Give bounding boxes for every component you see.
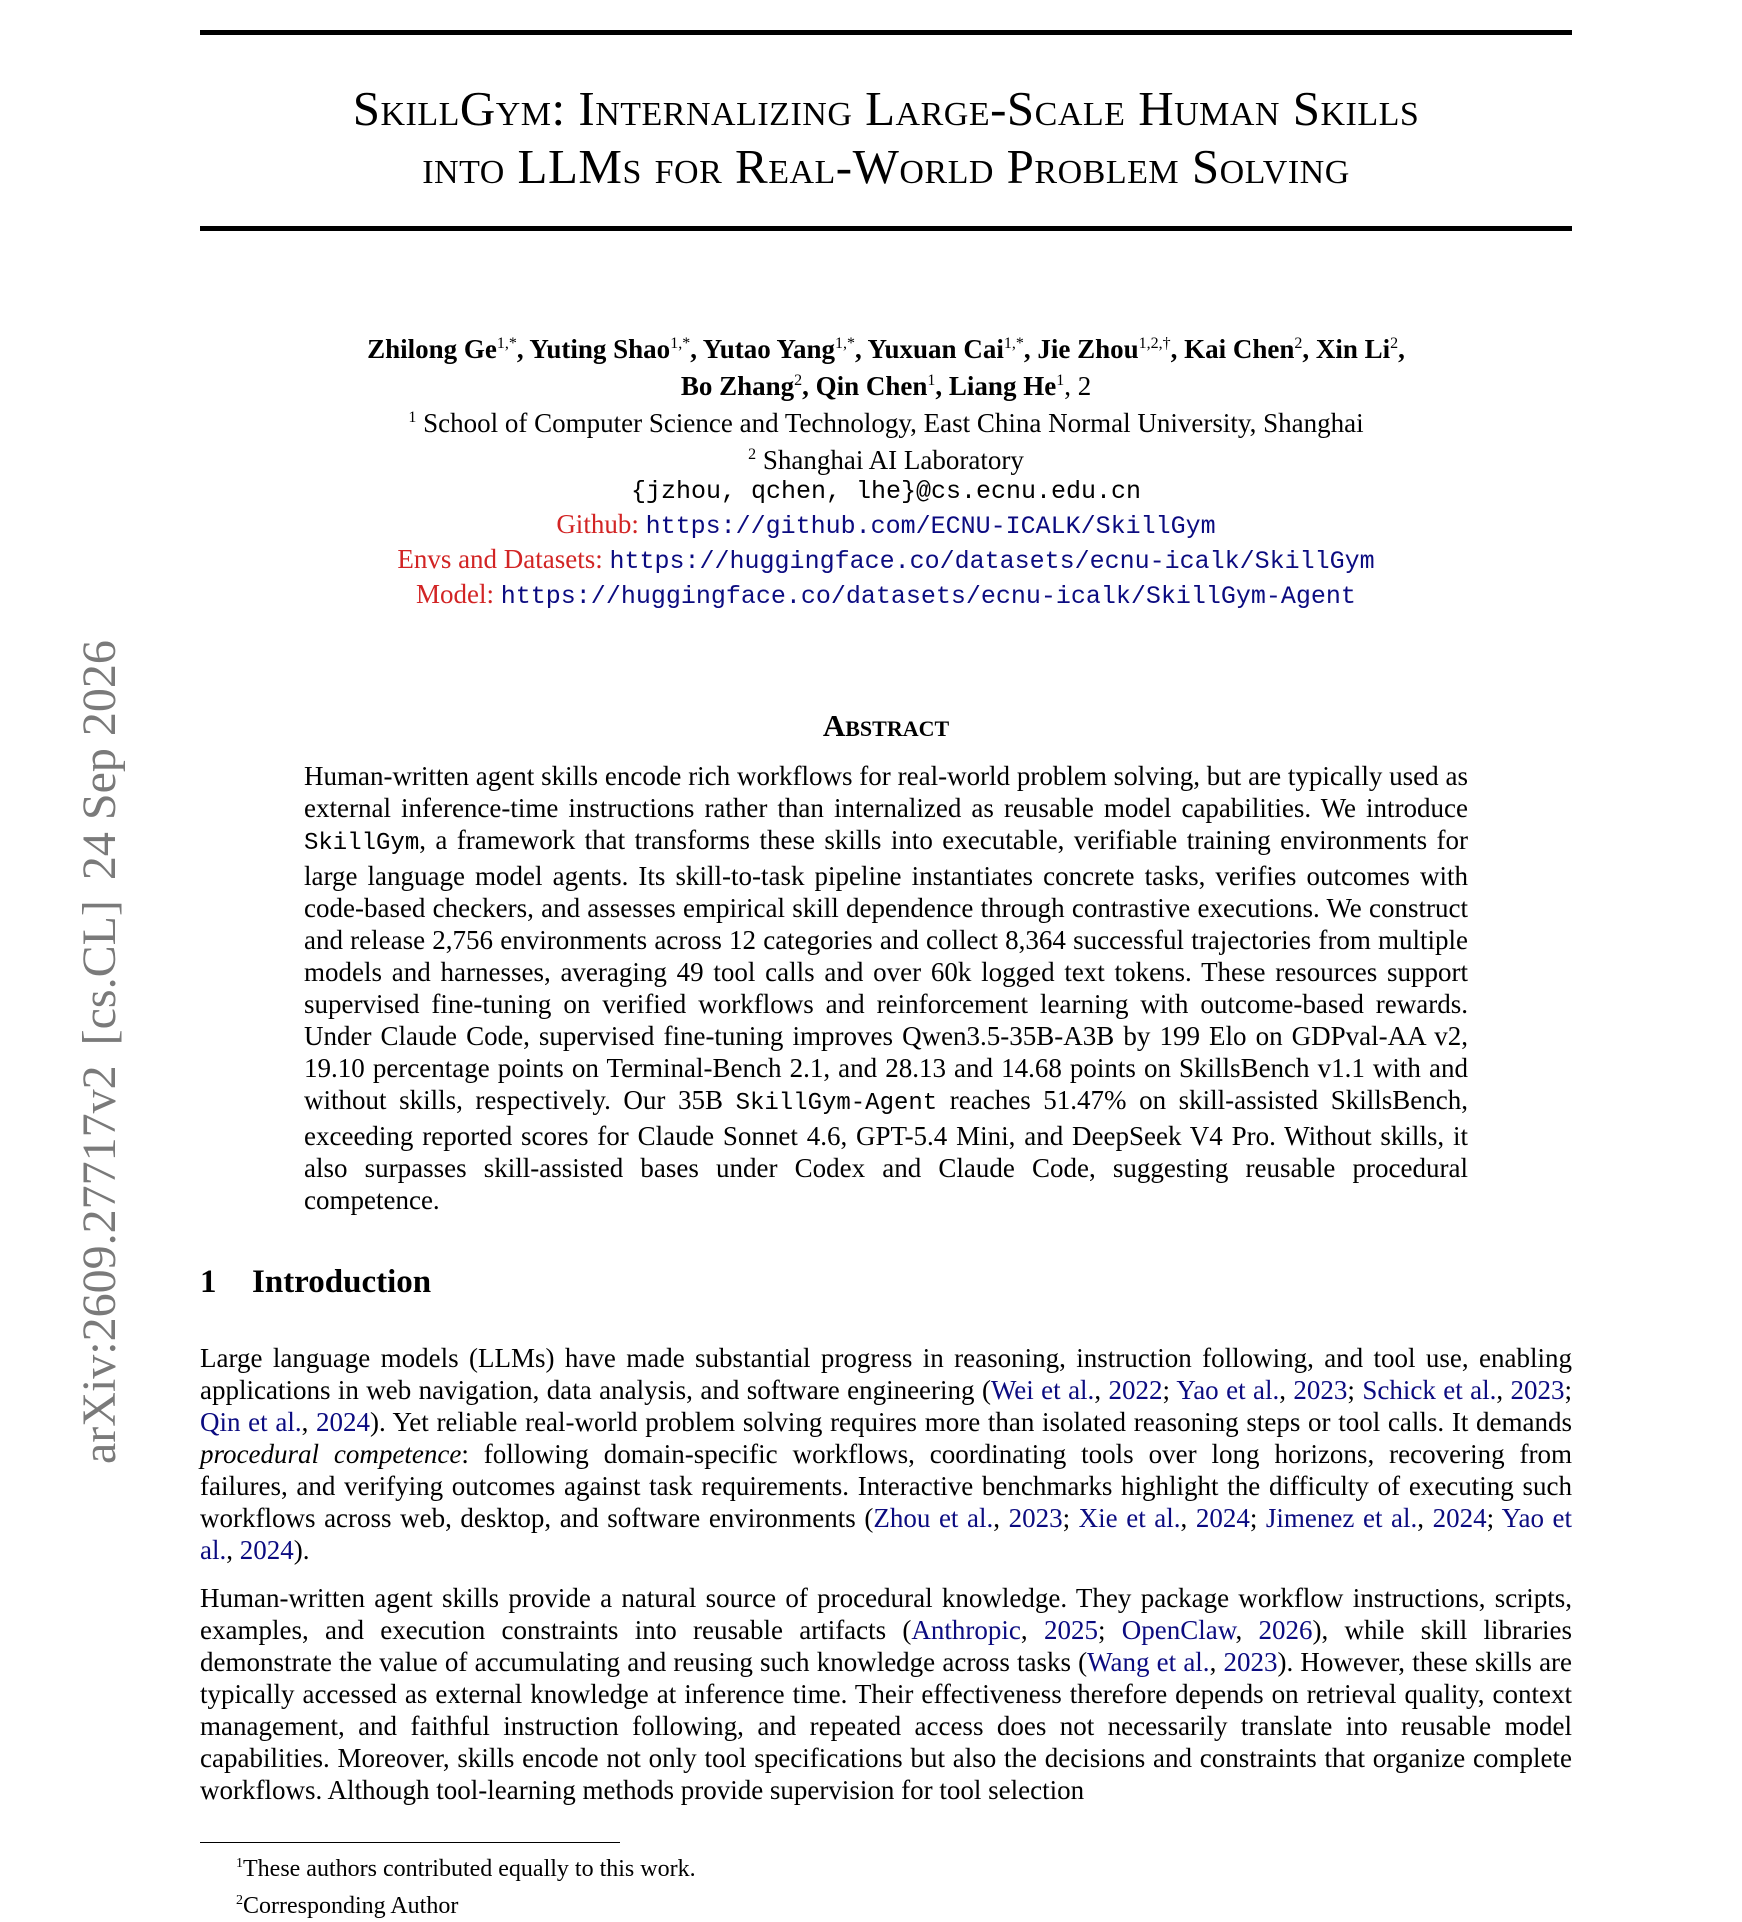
author-affiliation-mark: 1,* xyxy=(835,335,855,352)
author-affiliation-mark: 1,* xyxy=(496,335,517,352)
author-affiliation-mark: 1 xyxy=(1056,372,1065,389)
arxiv-date: 24 Sep 2026 xyxy=(73,640,126,881)
paragraph-text: ). Yet reliable real-world problem solving requires more than isolated reasoning steps or tool calls. It demands xyxy=(370,1407,1572,1437)
abstract-heading: Abstract xyxy=(822,708,950,743)
citation-year-link[interactable]: 2024 xyxy=(316,1407,371,1437)
citation-year-link[interactable]: 2023 xyxy=(1008,1503,1063,1533)
author-affiliation-mark: 1,2,† xyxy=(1138,335,1171,352)
abstract-sentence: Human-written agent skills encode rich workflows for real-world problem solving, but are typically used as external inference-time instructions rather than internalized as reusable model capabilities. We introduce xyxy=(304,761,1468,823)
title-top-rule xyxy=(200,30,1572,35)
code-skillgym-agent: SkillGym-Agent xyxy=(735,1090,938,1117)
author-trailing: , 2 xyxy=(1064,371,1092,401)
intro-paragraph-1: Large language models (LLMs) have made substantial progress in reasoning, instruction following, and tool use, enabling applications in web navigation, data analysis, and software engineering (Wei et al., 2022; Yao et al., 2023; Schick et al., 2023; Qin et al., 2024). Yet reliable real-world problem solving requires more than isolated reasoning steps or tool calls. It demands procedural competence: following domain-specific workflows, coordinating tools over long horizons, recovering from failures, and verifying outcomes against task requirements. Interactive benchmarks highlight the difficulty of executing such workflows across web, desktop, and software environments (Zhou et al., 2023; Xie et al., 2024; Jimenez et al., 2024; Yao et al., 2024). xyxy=(200,1343,1573,1565)
author-affiliation-mark: 2 xyxy=(1390,335,1399,352)
footnote-rule xyxy=(200,1842,620,1843)
affiliation-1 xyxy=(200,402,1572,439)
model-link[interactable]: https://huggingface.co/datasets/ecnu-icalk/SkillGym-Agent xyxy=(500,582,1356,611)
citation-link[interactable]: Wang et al. xyxy=(1087,1647,1210,1677)
citation-link[interactable]: Schick et al. xyxy=(1362,1375,1497,1405)
footnote-text: Corresponding Author xyxy=(243,1893,459,1919)
arxiv-category: [cs.CL] xyxy=(73,900,126,1046)
footnote-mark: 1 xyxy=(236,1856,243,1871)
code-skillgym: SkillGym xyxy=(304,830,420,857)
citation-year-link[interactable]: 2023 xyxy=(1510,1375,1565,1405)
author-affiliation-mark: 2 xyxy=(794,372,803,389)
citation-year-link[interactable]: 2022 xyxy=(1108,1375,1163,1405)
datasets-link-line xyxy=(200,543,1572,578)
citation-year-link[interactable]: 2025 xyxy=(1043,1615,1098,1645)
citation-year-link[interactable]: 2024 xyxy=(1195,1503,1250,1533)
author-name: Liang He xyxy=(948,371,1057,401)
footnote-text: These authors contributed equally to this work. xyxy=(243,1856,696,1882)
paragraph-text: : following domain-specific workflows, coordinating tools over long horizons, recovering from failures, and verifying outcomes against task requirements. Interactive benchmarks highlight the difficulty of executing such workflows across web, desktop, and software environments ( xyxy=(200,1439,1572,1533)
arxiv-id: arXiv:2609.27717v2 xyxy=(73,1065,126,1464)
citation-link[interactable]: Jimenez et al. xyxy=(1265,1503,1418,1533)
datasets-label: Envs and Datasets: xyxy=(397,544,603,574)
paragraph-text: ), while skill libraries demonstrate the value of accumulating and reusing such knowledge across tasks ( xyxy=(200,1615,1572,1677)
abstract-sentence: reaches 51.47% on skill-assisted SkillsBench, exceeding reported scores for Claude Sonnet 4.6, GPT-5.4 Mini, and DeepSeek V4 Pro. Without skills, it also surpasses skill-assisted bases under Codex and Claude Code, suggesting reusable procedural competence. xyxy=(304,1085,1468,1215)
citation-link[interactable]: Yao et al. xyxy=(1176,1375,1280,1405)
affiliation-text: School of Computer Science and Technology, East China Normal University, Shanghai xyxy=(423,408,1364,438)
affiliation-mark: 1 xyxy=(408,409,417,426)
footnote-2 xyxy=(236,1885,696,1922)
author-name: Zhilong Ge xyxy=(367,334,497,364)
paragraph-text: Human-written agent skills provide a natural source of procedural knowledge. They package workflow instructions, scripts, examples, and execution constraints into reusable artifacts ( xyxy=(200,1583,1572,1645)
footnotes xyxy=(236,1848,696,1922)
citation-year-link[interactable]: 2024 xyxy=(1432,1503,1487,1533)
model-link-line xyxy=(200,578,1572,613)
intro-paragraph-2: Human-written agent skills provide a natural source of procedural knowledge. They package workflow instructions, scripts, examples, and execution constraints into reusable artifacts (Anthropic, 2025; OpenClaw, 2026), while skill libraries demonstrate the value of accumulating and reusing such knowledge across tasks (Wang et al., 2023). However, these skills are typically accessed as external knowledge at inference time. Their effectiveness therefore depends on retrieval quality, context management, and faithful instruction following, and repeated access does not necessarily translate into reusable model capabilities. Moreover, skills encode not only tool specifications but also the decisions and constraints that organize complete workflows. Although tool-learning methods provide supervision for tool selection xyxy=(200,1583,1573,1805)
affiliation-text: Shanghai AI Laboratory xyxy=(762,445,1024,475)
author-name: Yuxuan Cai xyxy=(867,334,1004,364)
section-number: 1 xyxy=(200,1264,217,1300)
affiliation-mark: 2 xyxy=(748,446,757,463)
citation-year-link[interactable]: 2024 xyxy=(239,1535,294,1565)
model-label: Model: xyxy=(416,579,495,609)
footnote-mark: 2 xyxy=(236,1893,243,1908)
github-link[interactable]: https://github.com/ECNU-ICALK/SkillGym xyxy=(645,512,1216,541)
author-affiliation-mark: 1 xyxy=(927,372,936,389)
citation-link[interactable]: Qin et al. xyxy=(200,1407,302,1437)
author-name: Jie Zhou xyxy=(1037,334,1139,364)
arxiv-stamp xyxy=(72,640,127,1464)
citation-year-link[interactable]: 2023 xyxy=(1223,1647,1278,1677)
title-bottom-rule xyxy=(200,226,1572,231)
github-link-line xyxy=(200,508,1572,543)
citation-link[interactable]: OpenClaw xyxy=(1121,1615,1236,1645)
author-name: Kai Chen xyxy=(1184,334,1295,364)
author-affiliation-mark: 1,* xyxy=(1003,335,1024,352)
citation-link[interactable]: Yao et al. xyxy=(200,1503,1573,1565)
citation-link[interactable]: Anthropic xyxy=(911,1615,1021,1645)
citation-link[interactable]: Zhou et al. xyxy=(873,1503,994,1533)
datasets-link[interactable]: https://huggingface.co/datasets/ecnu-icalk/SkillGym xyxy=(609,547,1375,576)
emphasis-text: procedural competence xyxy=(200,1439,462,1469)
author-name: Yutao Yang xyxy=(702,334,835,364)
author-name: Bo Zhang xyxy=(680,371,795,401)
footnote-1 xyxy=(236,1848,696,1885)
paper-title xyxy=(200,80,1572,196)
author-emails[interactable]: {jzhou, qchen, lhe}@cs.ecnu.edu.cn xyxy=(630,477,1142,506)
citation-year-link[interactable]: 2026 xyxy=(1258,1615,1313,1645)
affiliation-2 xyxy=(200,439,1572,476)
author-name: Xin Li xyxy=(1315,334,1391,364)
paragraph-text: ). However, these skills are typically accessed as external knowledge at inference time. Their effectiveness therefore depends on retrieval quality, context management, and faithful instruction following, and repeated access does not necessarily translate into reusable model capabilities. Moreover, skills encode not only tool specifications but also the decisions and constraints that organize complete workflows. Although tool-learning methods provide supervision for tool selection xyxy=(200,1647,1573,1805)
paragraph-text: ). xyxy=(293,1535,310,1565)
author-line-2: Bo Zhang$^2$, Qin Chen$^1$, Liang He$^1$, 2 xyxy=(680,371,1092,401)
citation-year-link[interactable]: 2023 xyxy=(1293,1375,1348,1405)
paragraph-text: Large language models (LLMs) have made substantial progress in reasoning, instruction following, and tool use, enabling applications in web navigation, data analysis, and software engineering ( xyxy=(200,1343,1572,1405)
author-block xyxy=(200,328,1572,613)
abstract-sentence: , a framework that transforms these skills into executable, verifiable training environments for large language model agents. Its skill-to-task pipeline instantiates concrete tasks, verifies outcomes with code-based checkers, and assesses empirical skill dependence through contrastive executions. We construct and release 2,756 environments across 12 categories and collect 8,364 successful trajectories from multiple models and harnesses, averaging 49 tool calls and over 60k logged text tokens. These resources support supervised fine-tuning on verified workflows and reinforcement learning with outcome-based rewards. Under Claude Code, supervised fine-tuning improves Qwen3.5-35B-A3B by 199 Elo on GDPval-AA v2, 19.10 percentage points on Terminal-Bench 2.1, and 28.13 and 14.68 points on SkillsBench v1.1 with and without skills, respectively. Our 35B xyxy=(304,825,1468,1115)
github-label: Github: xyxy=(556,509,639,539)
citation-link[interactable]: Wei et al. xyxy=(990,1375,1095,1405)
author-name: Qin Chen xyxy=(815,371,928,401)
abstract-text xyxy=(304,760,1468,1216)
section-heading-introduction xyxy=(200,1264,431,1301)
author-line-1: Zhilong $Ge^{1,*}$, Yuting Shao$^{1,*}$, Yutao Yang$^{1,*}$, Yuxuan Cai$^{1,*}$, Jie Zhou$^{1,2,\dagger}$, Kai Chen$^2$, Xin Li$^2$, xyxy=(367,334,1405,364)
citation-link[interactable]: Xie et al. xyxy=(1078,1503,1181,1533)
author-affiliation-mark: 1,* xyxy=(670,335,691,352)
author-affiliation-mark: 2 xyxy=(1294,335,1303,352)
title-line-1: SkillGym: Internalizing Large-Scale Human Skills xyxy=(352,81,1420,136)
section-title: Introduction xyxy=(252,1264,432,1300)
author-name: Yuting Shao xyxy=(529,334,671,364)
title-line-2: into LLMs for Real-World Problem Solving xyxy=(422,139,1350,194)
